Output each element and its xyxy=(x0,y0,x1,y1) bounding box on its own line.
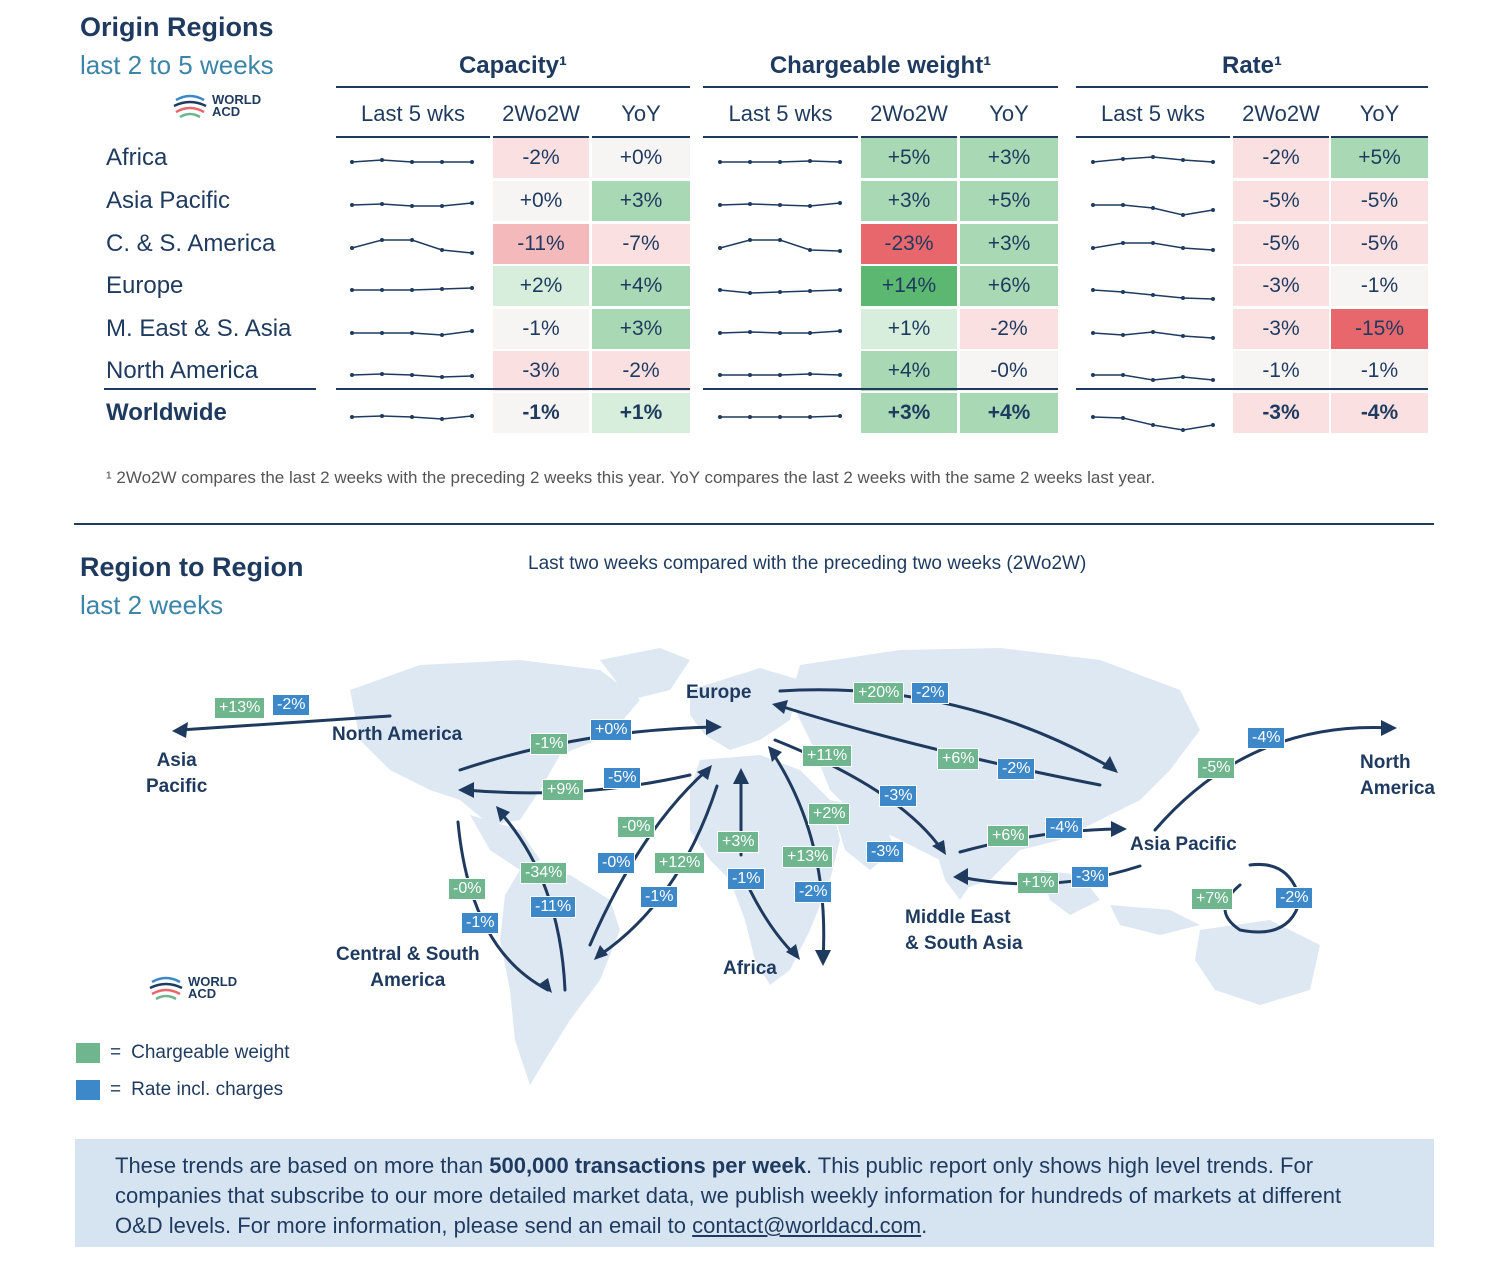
value-cell: +0% xyxy=(493,181,589,223)
sparkline-point xyxy=(1211,248,1215,252)
weight-change-tag: +13% xyxy=(782,846,833,868)
sparkline-point xyxy=(808,289,812,293)
sparkline-point xyxy=(440,204,444,208)
label-middle-east-2: & South Asia xyxy=(905,933,1023,954)
weight-change-tag: +3% xyxy=(717,831,759,853)
sparkline-point xyxy=(838,288,842,292)
column-header: 2Wo2W xyxy=(1233,92,1329,138)
value-cell: -1% xyxy=(1331,266,1428,308)
label-asia-pacific-left-1: Asia xyxy=(156,750,197,771)
sparkline-point xyxy=(1211,378,1215,382)
value-cell: +5% xyxy=(861,138,957,180)
sparkline-point xyxy=(380,414,384,418)
sparkline-point xyxy=(1151,206,1155,210)
sparkline-point xyxy=(380,158,384,162)
legend-rate xyxy=(76,1079,283,1101)
sparkline-point xyxy=(808,415,812,419)
legend-green-swatch xyxy=(76,1043,100,1063)
map-title: Last two weeks compared with the preceding two weeks (2Wo2W) xyxy=(528,553,1087,574)
weight-change-tag: +2% xyxy=(808,803,850,825)
value-cell: +14% xyxy=(861,266,957,308)
value-cell: +5% xyxy=(1331,138,1428,180)
sparkline-point xyxy=(350,246,354,250)
sparkline-point xyxy=(1151,155,1155,159)
sparkline-point xyxy=(470,160,474,164)
sparkline-point xyxy=(778,290,782,294)
rate-change-tag: -3% xyxy=(1071,866,1109,888)
arrowhead-na-right xyxy=(1381,720,1397,736)
rate-change-tag: +0% xyxy=(590,719,632,741)
rate-change-tag: -1% xyxy=(640,886,678,908)
value-cell: -2% xyxy=(960,309,1058,351)
chargeable-weight-header: Chargeable weight¹ xyxy=(703,52,1058,88)
label-csa-2: America xyxy=(370,970,446,991)
rate-change-tag: -4% xyxy=(1045,817,1083,839)
sparkline-point xyxy=(1181,334,1185,338)
logo-text: WORLD ACD xyxy=(212,92,262,119)
weight-change-tag: -1% xyxy=(530,733,568,755)
rate-change-tag: -1% xyxy=(727,868,765,890)
weight-change-tag: +7% xyxy=(1191,888,1233,910)
value-cell: +0% xyxy=(592,138,690,180)
sparkline-point xyxy=(778,238,782,242)
sparkline-point xyxy=(440,248,444,252)
info-text-a: These trends are based on more than xyxy=(115,1153,490,1178)
sparkline-point xyxy=(1151,293,1155,297)
legend-chargeable-weight xyxy=(76,1042,290,1064)
sparkline-point xyxy=(410,288,414,292)
sparkline-point xyxy=(748,202,752,206)
rate-change-tag: -5% xyxy=(603,767,641,789)
label-central-south-america xyxy=(336,942,480,994)
sparkline-point xyxy=(1091,331,1095,335)
row-label: North America xyxy=(106,357,259,384)
info-text-c: . xyxy=(921,1213,928,1238)
rate-change-tag: -0% xyxy=(597,852,635,874)
sparkline-point xyxy=(1121,241,1125,245)
rate-change-tag: -2% xyxy=(794,881,832,903)
row-label: Europe xyxy=(106,272,184,299)
sparkline-point xyxy=(1121,203,1125,207)
sparkline-point xyxy=(410,373,414,377)
sparkline-point xyxy=(1211,160,1215,164)
row-label: C. & S. America xyxy=(106,230,276,257)
weight-change-tag: +12% xyxy=(654,852,705,874)
sparkline-point xyxy=(838,160,842,164)
sparkline-point xyxy=(778,331,782,335)
sparkline-point xyxy=(470,414,474,418)
sparkline-point xyxy=(380,238,384,242)
sparkline-point xyxy=(1091,203,1095,207)
label-north-america: North America xyxy=(332,724,463,745)
sparkline-point xyxy=(778,415,782,419)
sparkline-point xyxy=(1151,423,1155,427)
column-header: Last 5 wks xyxy=(703,92,858,138)
sparkline-point xyxy=(808,372,812,376)
sparkline-point xyxy=(718,415,722,419)
region-title: Region to Region xyxy=(80,552,304,582)
sparklines xyxy=(0,0,1500,440)
sparkline-point xyxy=(748,291,752,295)
capacity-header: Capacity¹ xyxy=(336,52,690,88)
sparkline-point xyxy=(718,160,722,164)
value-cell: +3% xyxy=(592,309,690,351)
column-header: YoY xyxy=(960,92,1058,138)
value-cell: -5% xyxy=(1331,224,1428,266)
label-middle-east xyxy=(905,905,1023,957)
sparkline-point xyxy=(410,331,414,335)
section-divider xyxy=(74,523,1434,525)
sparkline-point xyxy=(1121,416,1125,420)
sparkline-point xyxy=(748,160,752,164)
label-asia-pacific-left xyxy=(146,748,207,800)
map-indonesia xyxy=(1110,905,1200,935)
value-cell: -1% xyxy=(493,309,589,351)
value-cell: -1% xyxy=(493,393,589,435)
sparkline-point xyxy=(748,238,752,242)
value-cell: +4% xyxy=(861,351,957,393)
rate-change-tag: -2% xyxy=(1275,887,1313,909)
sparkline-point xyxy=(1151,378,1155,382)
sparkline-point xyxy=(748,330,752,334)
sparkline-point xyxy=(718,331,722,335)
logo-swirl-icon-2 xyxy=(148,974,184,1002)
label-asia-pacific: Asia Pacific xyxy=(1130,834,1237,855)
sparkline-point xyxy=(1091,373,1095,377)
sparkline-point xyxy=(718,288,722,292)
weight-change-tag: +11% xyxy=(802,745,852,767)
region-subtitle: last 2 weeks xyxy=(80,590,224,620)
sparkline-point xyxy=(718,373,722,377)
weight-change-tag: +6% xyxy=(987,825,1029,847)
sparkline-point xyxy=(838,249,842,253)
sparkline-point xyxy=(1181,246,1185,250)
row-label: Africa xyxy=(106,144,168,171)
legend-equals: = xyxy=(110,1042,122,1063)
weight-change-tag: +1% xyxy=(1017,872,1059,894)
sparkline-point xyxy=(410,204,414,208)
sparkline-point xyxy=(748,415,752,419)
sparkline-point xyxy=(1151,241,1155,245)
sparkline-point xyxy=(1211,297,1215,301)
column-header: Last 5 wks xyxy=(1076,92,1230,138)
rate-change-tag: -3% xyxy=(879,785,917,807)
sparkline-point xyxy=(470,286,474,290)
row-label: Asia Pacific xyxy=(106,187,231,214)
label-north-america-right-2: America xyxy=(1360,778,1435,799)
label-north-america-right-1: North xyxy=(1360,752,1411,773)
legend-blue-swatch xyxy=(76,1080,100,1100)
value-cell: +4% xyxy=(592,266,690,308)
arrowhead-ap-2 xyxy=(1111,821,1127,837)
sparkline-point xyxy=(410,415,414,419)
value-cell: +3% xyxy=(861,393,957,435)
column-header: 2Wo2W xyxy=(493,92,589,138)
value-cell: -5% xyxy=(1233,181,1329,223)
legend-equals-2: = xyxy=(110,1079,122,1100)
label-north-america-right xyxy=(1360,750,1435,802)
sparkline-point xyxy=(440,375,444,379)
rate-change-tag: -2% xyxy=(997,758,1035,780)
row-label: M. East & S. Asia xyxy=(106,315,292,342)
value-cell: -0% xyxy=(960,351,1058,393)
sparkline-point xyxy=(350,415,354,419)
arrowhead-af-2 xyxy=(815,950,831,966)
sparkline-point xyxy=(350,373,354,377)
sparkline-point xyxy=(838,329,842,333)
label-europe: Europe xyxy=(686,682,752,703)
sparkline-point xyxy=(1181,158,1185,162)
value-cell: -4% xyxy=(1331,393,1428,435)
legend-cw-label: Chargeable weight xyxy=(131,1042,290,1063)
sparkline-point xyxy=(1211,208,1215,212)
sparkline-point xyxy=(808,204,812,208)
value-cell: +3% xyxy=(592,181,690,223)
origin-subtitle: last 2 to 5 weeks xyxy=(80,50,274,80)
rate-change-tag: -2% xyxy=(911,682,949,704)
logo-text-2: WORLD ACD xyxy=(188,974,238,1001)
sparkline-point xyxy=(1181,213,1185,217)
value-cell: +4% xyxy=(960,393,1058,435)
sparkline-point xyxy=(350,203,354,207)
sparkline-point xyxy=(350,331,354,335)
sparkline-point xyxy=(380,331,384,335)
weight-change-tag: +6% xyxy=(937,748,979,770)
value-cell: -3% xyxy=(493,351,589,393)
value-cell: -2% xyxy=(592,351,690,393)
label-africa: Africa xyxy=(723,958,777,979)
sparkline-point xyxy=(440,417,444,421)
sparkline-point xyxy=(778,373,782,377)
value-cell: -3% xyxy=(1233,393,1329,435)
sparkline-point xyxy=(718,203,722,207)
sparkline-point xyxy=(1181,296,1185,300)
rate-change-tag: -3% xyxy=(866,841,904,863)
rate-change-tag: -1% xyxy=(461,912,499,934)
sparkline-point xyxy=(410,160,414,164)
weight-change-tag: +13% xyxy=(214,697,265,719)
weight-change-tag: +9% xyxy=(542,779,584,801)
sparkline-point xyxy=(470,251,474,255)
label-middle-east-1: Middle East xyxy=(905,907,1011,928)
sparkline-point xyxy=(380,202,384,206)
value-cell: +2% xyxy=(493,266,589,308)
sparkline-point xyxy=(1091,246,1095,250)
sparkline-point xyxy=(350,160,354,164)
info-text-b: . This public report only shows high level trends. For companies that subscribe to our more detailed market data, we publish weekly information for hundreds of markets at different O&D levels. For more information, please send an email to xyxy=(115,1153,1342,1238)
info-box xyxy=(75,1139,1434,1247)
sparkline-point xyxy=(748,373,752,377)
rate-change-tag: -2% xyxy=(272,694,310,716)
sparkline-point xyxy=(1091,288,1095,292)
sparkline-point xyxy=(1151,330,1155,334)
value-cell: -3% xyxy=(1233,266,1329,308)
value-cell: +1% xyxy=(861,309,957,351)
value-cell: -15% xyxy=(1331,309,1428,351)
sparkline-point xyxy=(1211,336,1215,340)
sparkline-point xyxy=(808,248,812,252)
value-cell: -2% xyxy=(493,138,589,180)
sparkline-point xyxy=(1121,157,1125,161)
value-cell: -1% xyxy=(1233,351,1329,393)
sparkline-point xyxy=(1121,333,1125,337)
sparkline-point xyxy=(470,201,474,205)
sparkline-point xyxy=(380,288,384,292)
value-cell: -7% xyxy=(592,224,690,266)
sparkline-point xyxy=(1121,290,1125,294)
sparkline-point xyxy=(718,246,722,250)
arrowhead-ap-left xyxy=(172,722,188,738)
rate-change-tag: -4% xyxy=(1247,727,1285,749)
value-cell: -5% xyxy=(1233,224,1329,266)
column-header: Last 5 wks xyxy=(336,92,490,138)
sparkline-point xyxy=(838,373,842,377)
column-header: YoY xyxy=(592,92,690,138)
sparkline-point xyxy=(440,160,444,164)
row-label: Worldwide xyxy=(106,399,227,426)
column-header: YoY xyxy=(1331,92,1428,138)
sparkline-point xyxy=(1211,423,1215,427)
sparkline-point xyxy=(808,331,812,335)
weight-change-tag: -0% xyxy=(617,816,655,838)
origin-title: Origin Regions xyxy=(80,12,274,42)
value-cell: +3% xyxy=(960,138,1058,180)
sparkline-point xyxy=(1091,160,1095,164)
info-text-bold: 500,000 transactions per week xyxy=(489,1153,806,1178)
value-cell: +6% xyxy=(960,266,1058,308)
sparkline-point xyxy=(440,287,444,291)
value-cell: +5% xyxy=(960,181,1058,223)
weight-change-tag: +20% xyxy=(853,682,904,704)
sparkline-point xyxy=(350,288,354,292)
sparkline-point xyxy=(778,160,782,164)
sparkline-point xyxy=(838,201,842,205)
sparkline-point xyxy=(1121,373,1125,377)
value-cell: -11% xyxy=(493,224,589,266)
value-cell: -2% xyxy=(1233,138,1329,180)
column-header: 2Wo2W xyxy=(861,92,957,138)
value-cell: +3% xyxy=(960,224,1058,266)
sparkline-point xyxy=(470,374,474,378)
legend-rate-label: Rate incl. charges xyxy=(131,1079,284,1100)
sparkline-point xyxy=(410,238,414,242)
value-cell: -23% xyxy=(861,224,957,266)
rate-header: Rate¹ xyxy=(1076,52,1428,88)
footnote: ¹ 2Wo2W compares the last 2 weeks with the preceding 2 weeks this year. YoY compares the last 2 weeks with the same 2 weeks last year. xyxy=(106,468,1156,487)
rate-change-tag: -11% xyxy=(530,896,576,918)
sparkline-point xyxy=(1181,428,1185,432)
sparkline-point xyxy=(440,333,444,337)
sparkline-point xyxy=(470,329,474,333)
sparkline-point xyxy=(380,372,384,376)
sparkline-point xyxy=(808,159,812,163)
sparkline-point xyxy=(778,203,782,207)
weight-change-tag: -34% xyxy=(520,862,567,884)
worldacd-logo-2 xyxy=(148,974,244,1002)
sparkline-point xyxy=(1091,415,1095,419)
value-cell: -5% xyxy=(1331,181,1428,223)
sparkline-point xyxy=(1181,375,1185,379)
label-asia-pacific-left-2: Pacific xyxy=(146,776,208,797)
value-cell: -1% xyxy=(1331,351,1428,393)
value-cell: +3% xyxy=(861,181,957,223)
contact-email-link[interactable]: contact@worldacd.com xyxy=(692,1213,922,1238)
weight-change-tag: -5% xyxy=(1197,757,1235,779)
value-cell: -3% xyxy=(1233,309,1329,351)
value-cell: +1% xyxy=(592,393,690,435)
sparkline-point xyxy=(838,414,842,418)
label-csa-1: Central & South xyxy=(336,944,480,965)
weight-change-tag: -0% xyxy=(448,878,486,900)
